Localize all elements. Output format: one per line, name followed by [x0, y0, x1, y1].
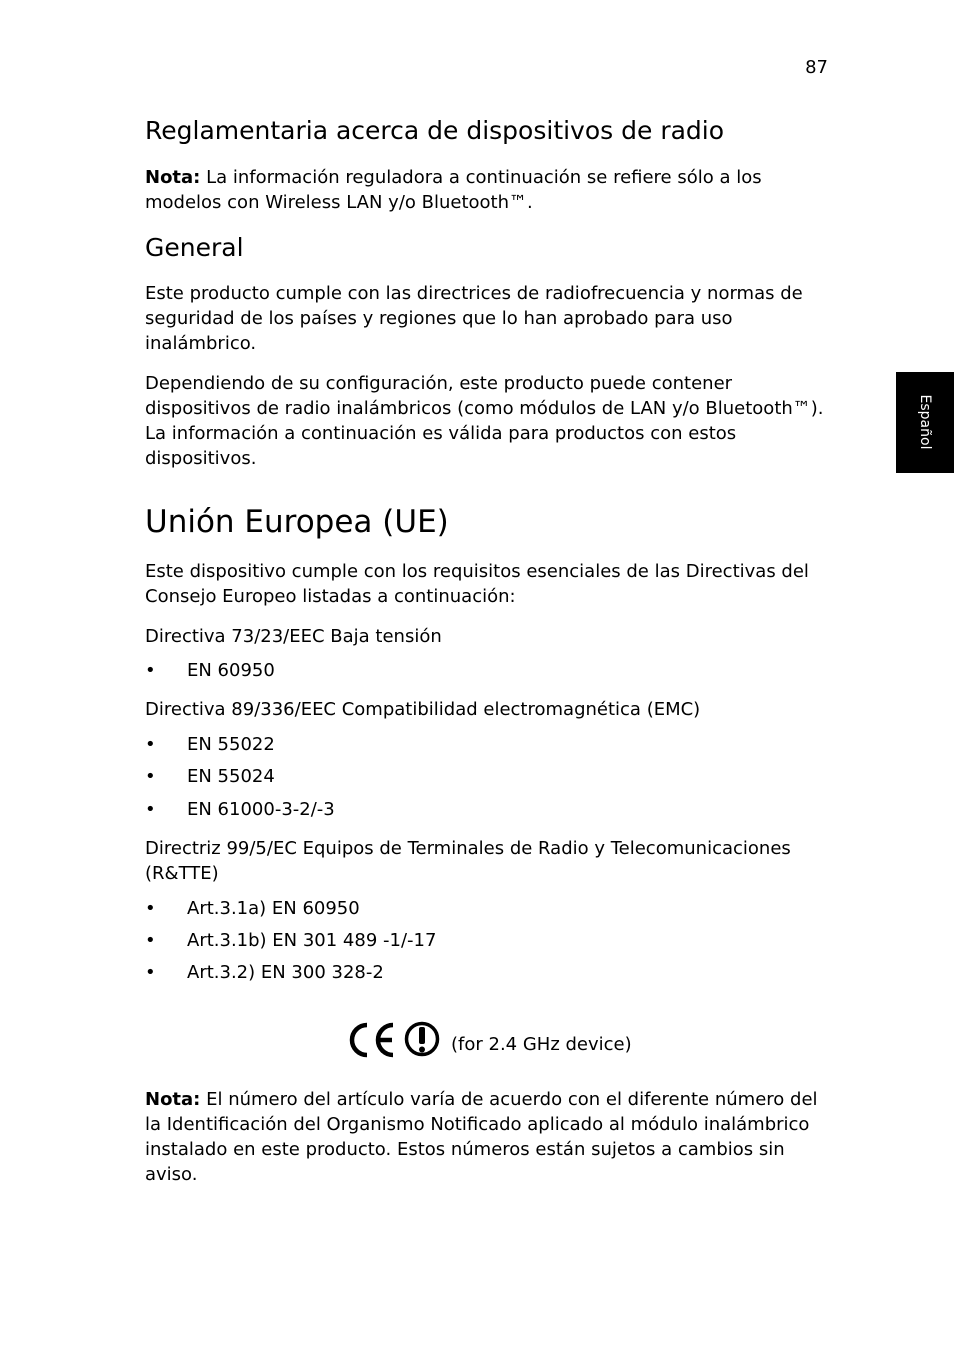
- list-item-text: EN 60950: [187, 660, 275, 681]
- radio-note-label: Nota:: [145, 167, 201, 188]
- list-item-text: EN 61000-3-2/-3: [187, 799, 335, 820]
- radio-heading: Reglamentaria acerca de dispositivos de radio: [145, 116, 725, 145]
- list-item: [145, 896, 360, 921]
- final-note-text: El número del artículo varía de acuerdo con el diferente número del la Identificación del Organismo Notificado aplicado al módulo inalámbrico instalado en este producto. Estos números están sujetos a cambios sin aviso.: [145, 1089, 818, 1185]
- radio-note: [145, 165, 830, 215]
- bullet-icon: •: [145, 930, 156, 951]
- bullet-icon: •: [145, 734, 156, 755]
- page-number: 87: [805, 57, 828, 78]
- bullet-icon: •: [145, 962, 156, 983]
- list-item: [145, 764, 275, 789]
- final-note-label: Nota:: [145, 1089, 201, 1110]
- list-item-text: Art.3.1a) EN 60950: [187, 898, 360, 919]
- ce-mark-icon: [345, 1020, 397, 1060]
- general-paragraph-1: Este producto cumple con las directrices de radiofrecuencia y normas de seguridad de los países y regiones que lo han aprobado para uso inalámbrico.: [145, 283, 803, 354]
- general-heading: General: [145, 233, 244, 262]
- bullet-icon: •: [145, 799, 156, 820]
- bullet-icon: •: [145, 660, 156, 681]
- list-item: [145, 658, 275, 683]
- general-paragraph-2: Dependiendo de su configuración, este producto puede contener dispositivos de radio inalámbricos (como módulos de LAN y/o Bluetooth™). La información a continuación es válida para productos con estos dispositivos.: [145, 373, 824, 469]
- list-item: [145, 797, 335, 822]
- eu-heading: Unión Europea (UE): [145, 504, 449, 540]
- directive-emc: Directiva 89/336/EEC Compatibilidad electromagnética (EMC): [145, 699, 701, 720]
- eu-intro: Este dispositivo cumple con los requisitos esenciales de las Directivas del Consejo Europeo listadas a continuación:: [145, 561, 809, 607]
- alert-circle-icon: [403, 1020, 443, 1060]
- list-item-text: EN 55022: [187, 734, 275, 755]
- radio-note-text: La información reguladora a continuación se refiere sólo a los modelos con Wireless LAN y/o Bluetooth™.: [145, 167, 762, 213]
- list-item-text: Art.3.1b) EN 301 489 -1/-17: [187, 930, 437, 951]
- language-tab-label: Español: [917, 394, 933, 450]
- ce-marking: [345, 1020, 632, 1060]
- list-item-text: EN 55024: [187, 766, 275, 787]
- bullet-icon: •: [145, 898, 156, 919]
- bullet-icon: •: [145, 766, 156, 787]
- list-item-text: Art.3.2) EN 300 328-2: [187, 962, 384, 983]
- ce-caption: (for 2.4 GHz device): [451, 1033, 632, 1055]
- list-item: [145, 928, 436, 953]
- final-note: [145, 1087, 830, 1187]
- list-item: [145, 960, 384, 985]
- list-item: [145, 732, 275, 757]
- directive-low-voltage: Directiva 73/23/EEC Baja tensión: [145, 626, 442, 647]
- directive-rtte: Directriz 99/5/EC Equipos de Terminales de Radio y Telecomunicaciones (R&TTE): [145, 838, 791, 884]
- language-tab: [896, 372, 954, 473]
